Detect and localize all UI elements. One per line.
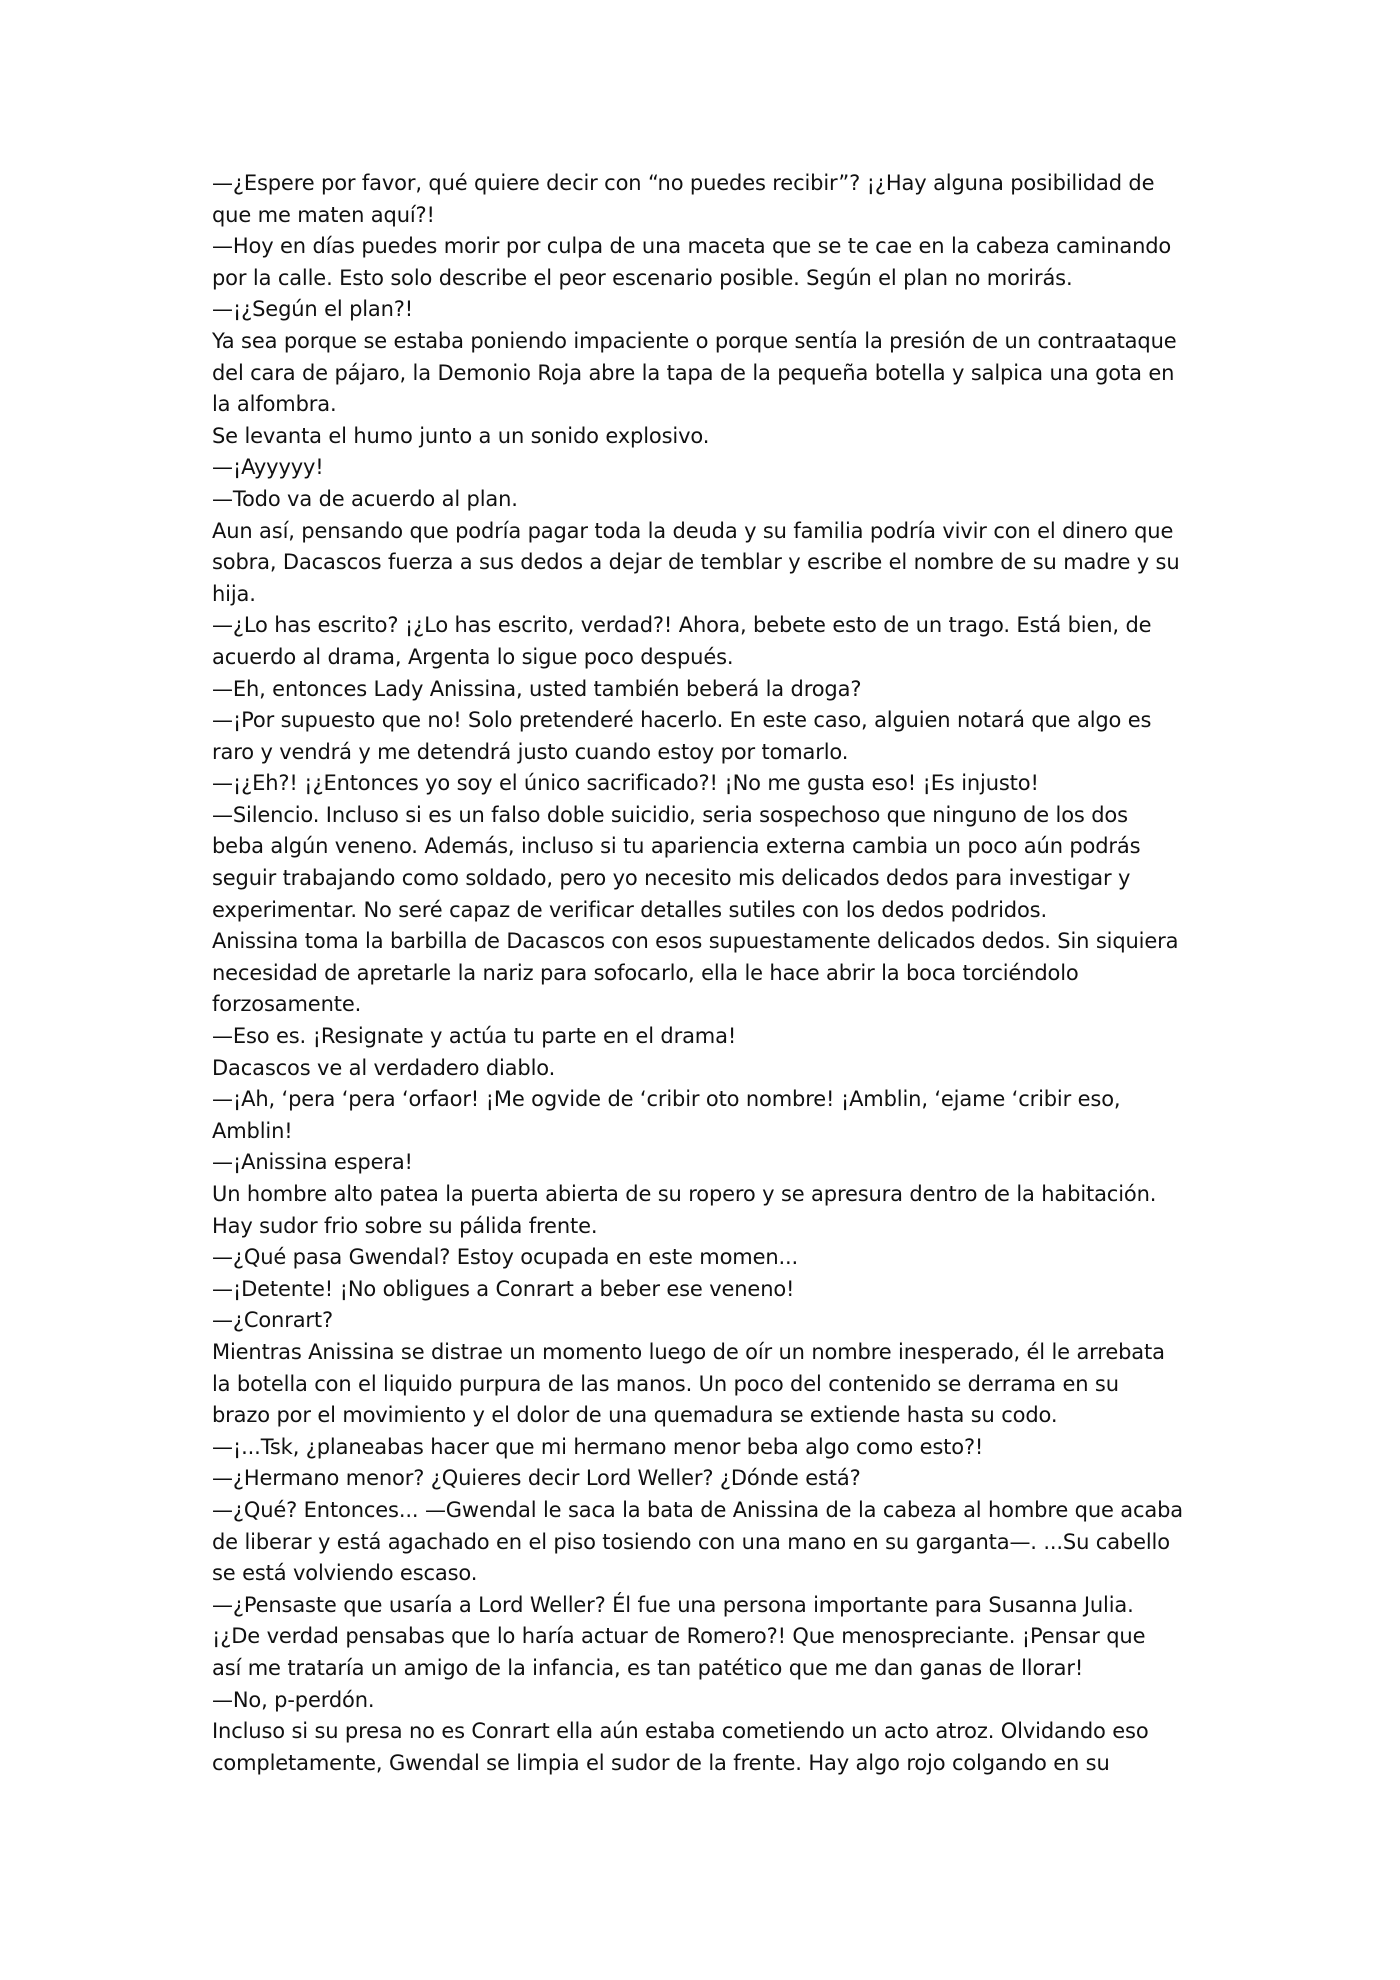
- text-line: Anissina toma la barbilla de Dacascos con esos supuestamente delicados dedos. Sin siquiera: [212, 929, 1179, 954]
- text-line: —Todo va de acuerdo al plan.: [212, 486, 518, 511]
- text-line: —¿Hermano menor? ¿Quieres decir Lord Weller? ¿Dónde está?: [212, 1466, 861, 1491]
- text-line: —Hoy en días puedes morir por culpa de una maceta que se te cae en la cabeza caminando: [212, 234, 1172, 259]
- text-line: beba algún veneno. Además, incluso si tu apariencia externa cambia un poco aún podrás: [212, 834, 1141, 859]
- text-line: necesidad de apretarle la nariz para sofocarlo, ella le hace abrir la boca torciéndolo: [212, 960, 1079, 985]
- text-line: —¡Anissina espera!: [212, 1150, 413, 1175]
- text-line: —Eh, entonces Lady Anissina, usted también beberá la droga?: [212, 676, 862, 701]
- text-line: hija.: [212, 581, 256, 606]
- text-line: —¿Lo has escrito? ¡¿Lo has escrito, verdad?! Ahora, bebete esto de un trago. Está bien, de: [212, 613, 1152, 638]
- text-line: —¿Conrart?: [212, 1308, 333, 1333]
- text-line: —¿Qué pasa Gwendal? Estoy ocupada en este momen...: [212, 1245, 799, 1270]
- text-line: Ya sea porque se estaba poniendo impaciente o porque sentía la presión de un contraataque: [212, 328, 1177, 353]
- text-line: de liberar y está agachado en el piso tosiendo con una mano en su garganta—. ...Su cabello: [212, 1529, 1170, 1554]
- text-line: experimentar. No seré capaz de verificar detalles sutiles con los dedos podridos.: [212, 897, 1047, 922]
- text-line: —¡Por supuesto que no! Solo pretenderé hacerlo. En este caso, alguien notará que algo es: [212, 708, 1152, 733]
- text-line: Hay sudor frio sobre su pálida frente.: [212, 1213, 598, 1238]
- text-line: ¡¿De verdad pensabas que lo haría actuar de Romero?! Que menospreciante. ¡Pensar que: [212, 1624, 1146, 1649]
- text-line: —Silencio. Incluso si es un falso doble suicidio, seria sospechoso que ninguno de los dos: [212, 802, 1128, 827]
- text-line: —¿Pensaste que usaría a Lord Weller? Él fue una persona importante para Susanna Julia.: [212, 1592, 1134, 1617]
- text-line: Dacascos ve al verdadero diablo.: [212, 1055, 556, 1080]
- text-line: —¡¿Según el plan?!: [212, 297, 414, 322]
- text-line: del cara de pájaro, la Demonio Roja abre la tapa de la pequeña botella y salpica una gota en: [212, 360, 1175, 385]
- text-line: —¡...Tsk, ¿planeabas hacer que mi hermano menor beba algo como esto?!: [212, 1434, 984, 1459]
- text-line: se está volviendo escaso.: [212, 1561, 478, 1586]
- text-line: acuerdo al drama, Argenta lo sigue poco después.: [212, 644, 734, 669]
- text-line: Mientras Anissina se distrae un momento luego de oír un nombre inesperado, él le arrebata: [212, 1339, 1165, 1364]
- document-page: [212, 168, 1194, 1779]
- text-line: completamente, Gwendal se limpia el sudor de la frente. Hay algo rojo colgando en su: [212, 1750, 1110, 1775]
- text-line: —Eso es. ¡Resignate y actúa tu parte en el drama!: [212, 1024, 737, 1049]
- text-line: —¡¿Eh?! ¡¿Entonces yo soy el único sacrificado?! ¡No me gusta eso! ¡Es injusto!: [212, 771, 1039, 796]
- text-line: la botella con el liquido purpura de las manos. Un poco del contenido se derrama en su: [212, 1371, 1119, 1396]
- text-line: Se levanta el humo junto a un sonido explosivo.: [212, 423, 710, 448]
- text-line: brazo por el movimiento y el dolor de una quemadura se extiende hasta su codo.: [212, 1403, 1058, 1428]
- text-line: —¡Detente! ¡No obligues a Conrart a beber ese veneno!: [212, 1276, 795, 1301]
- text-line: Aun así, pensando que podría pagar toda la deuda y su familia podría vivir con el dinero que: [212, 518, 1174, 543]
- text-line: Incluso si su presa no es Conrart ella aún estaba cometiendo un acto atroz. Olvidando eso: [212, 1719, 1149, 1744]
- text-line: Amblin!: [212, 1118, 293, 1143]
- text-line: por la calle. Esto solo describe el peor escenario posible. Según el plan no morirás.: [212, 265, 1073, 290]
- text-line: forzosamente.: [212, 992, 362, 1017]
- text-line: la alfombra.: [212, 392, 337, 417]
- text-line: —¿Espere por favor, qué quiere decir con “no puedes recibir”? ¡¿Hay alguna posibilidad de: [212, 171, 1155, 195]
- text-line: raro y vendrá y me detendrá justo cuando estoy por tomarlo.: [212, 739, 849, 764]
- text-line: Un hombre alto patea la puerta abierta de su ropero y se apresura dentro de la habitación.: [212, 1182, 1157, 1206]
- text-line: —¡Ah, ‘pera ‘pera ‘orfaor! ¡Me ogvide de ‘cribir oto nombre! ¡Amblin, ‘ejame ‘cribir eso,: [212, 1087, 1121, 1112]
- text-line: que me maten aquí?!: [212, 202, 435, 227]
- text-line: así me trataría un amigo de la infancia, es tan patético que me dan ganas de llorar!: [212, 1655, 1084, 1680]
- text-line: —No, p-perdón.: [212, 1687, 375, 1712]
- text-line: seguir trabajando como soldado, pero yo necesito mis delicados dedos para investigar y: [212, 866, 1131, 891]
- text-line: sobra, Dacascos fuerza a sus dedos a dejar de temblar y escribe el nombre de su madre y su: [212, 550, 1180, 575]
- text-line: —¡Ayyyyy!: [212, 455, 324, 480]
- text-line: —¿Qué? Entonces... —Gwendal le saca la bata de Anissina de la cabeza al hombre que acaba: [212, 1497, 1184, 1522]
